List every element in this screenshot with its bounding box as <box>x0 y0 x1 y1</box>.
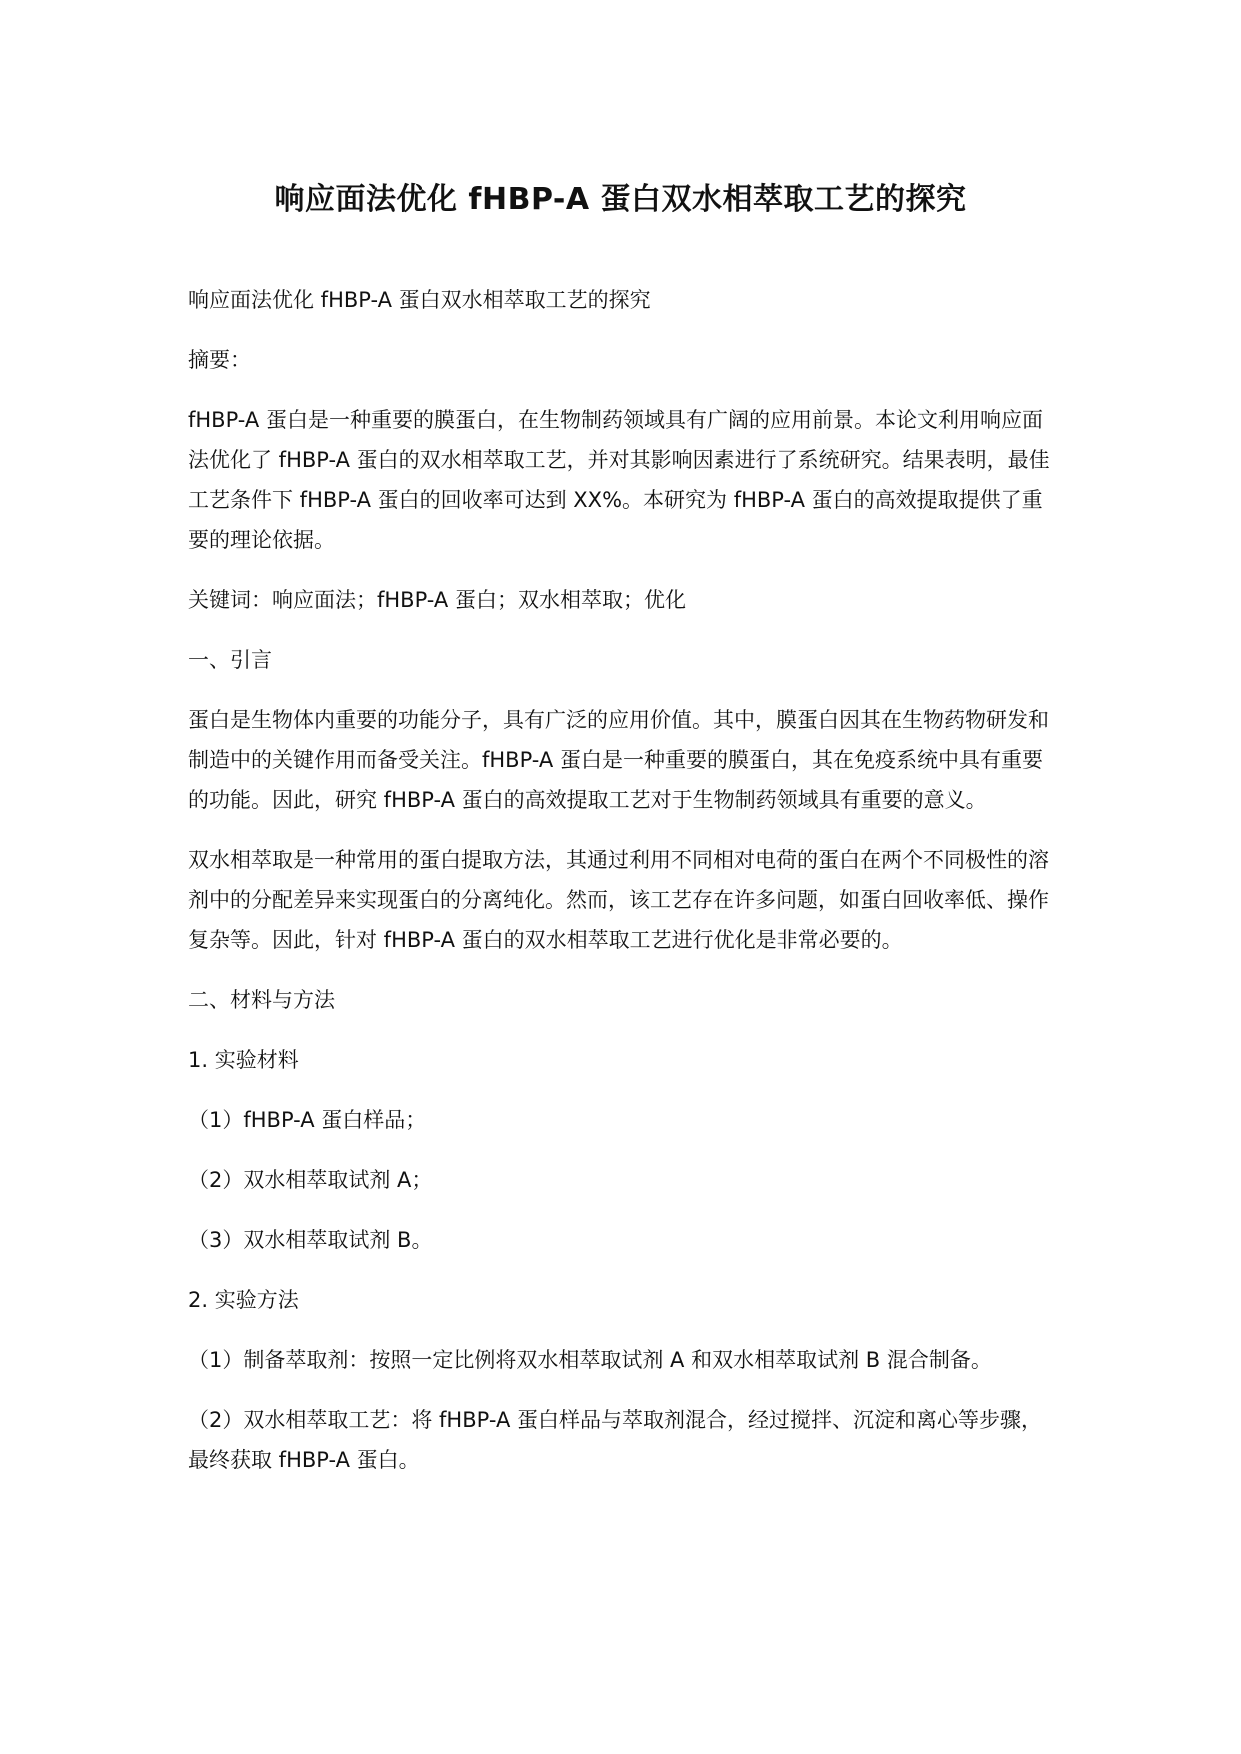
section-heading-materials-methods: 二、材料与方法 <box>188 988 335 1012</box>
methods-item-2: （2）双水相萃取工艺：将 fHBP-A 蛋白样品与萃取剂混合，经过搅拌、沉淀和离心等步骤，最终获取 fHBP-A 蛋白。 <box>188 1408 1042 1472</box>
section-heading-introduction: 一、引言 <box>188 648 272 672</box>
materials-item-2: （2）双水相萃取试剂 A； <box>188 1168 433 1192</box>
materials-item-3: （3）双水相萃取试剂 B。 <box>188 1228 433 1252</box>
subsection-heading-materials: 1. 实验材料 <box>188 1048 299 1072</box>
introduction-paragraph-1: 蛋白是生物体内重要的功能分子，具有广泛的应用价值。其中，膜蛋白因其在生物药物研发和制造中的关键作用而备受关注。fHBP-A 蛋白是一种重要的膜蛋白，其在免疫系统中具有重要的功能。因此，研究 fHBP-A 蛋白的高效提取工艺对于生物制药领域具有重要的意义。 <box>188 708 1049 812</box>
abstract-heading: 摘要： <box>188 348 251 372</box>
document-title: 响应面法优化 fHBP-A 蛋白双水相萃取工艺的探究 <box>274 182 967 217</box>
document-body <box>188 280 1053 1500</box>
subtitle-paragraph: 响应面法优化 fHBP-A 蛋白双水相萃取工艺的探究 <box>188 288 651 312</box>
materials-item-1: （1）fHBP-A 蛋白样品； <box>188 1108 427 1132</box>
keywords-paragraph: 关键词：响应面法；fHBP-A 蛋白；双水相萃取；优化 <box>188 588 686 612</box>
abstract-paragraph: fHBP-A 蛋白是一种重要的膜蛋白，在生物制药领域具有广阔的应用前景。本论文利用响应面法优化了 fHBP-A 蛋白的双水相萃取工艺，并对其影响因素进行了系统研究。结果表明，最佳工艺条件下 fHBP-A 蛋白的回收率可达到 XX%。本研究为 fHBP-A 蛋白的高效提取提供了重要的理论依据。 <box>188 408 1050 552</box>
methods-item-1: （1）制备萃取剂：按照一定比例将双水相萃取试剂 A 和双水相萃取试剂 B 混合制备。 <box>188 1348 992 1372</box>
subsection-heading-methods: 2. 实验方法 <box>188 1288 299 1312</box>
introduction-paragraph-2: 双水相萃取是一种常用的蛋白提取方法，其通过利用不同相对电荷的蛋白在两个不同极性的溶剂中的分配差异来实现蛋白的分离纯化。然而，该工艺存在许多问题，如蛋白回收率低、操作复杂等。因此，针对 fHBP-A 蛋白的双水相萃取工艺进行优化是非常必要的。 <box>188 848 1049 952</box>
